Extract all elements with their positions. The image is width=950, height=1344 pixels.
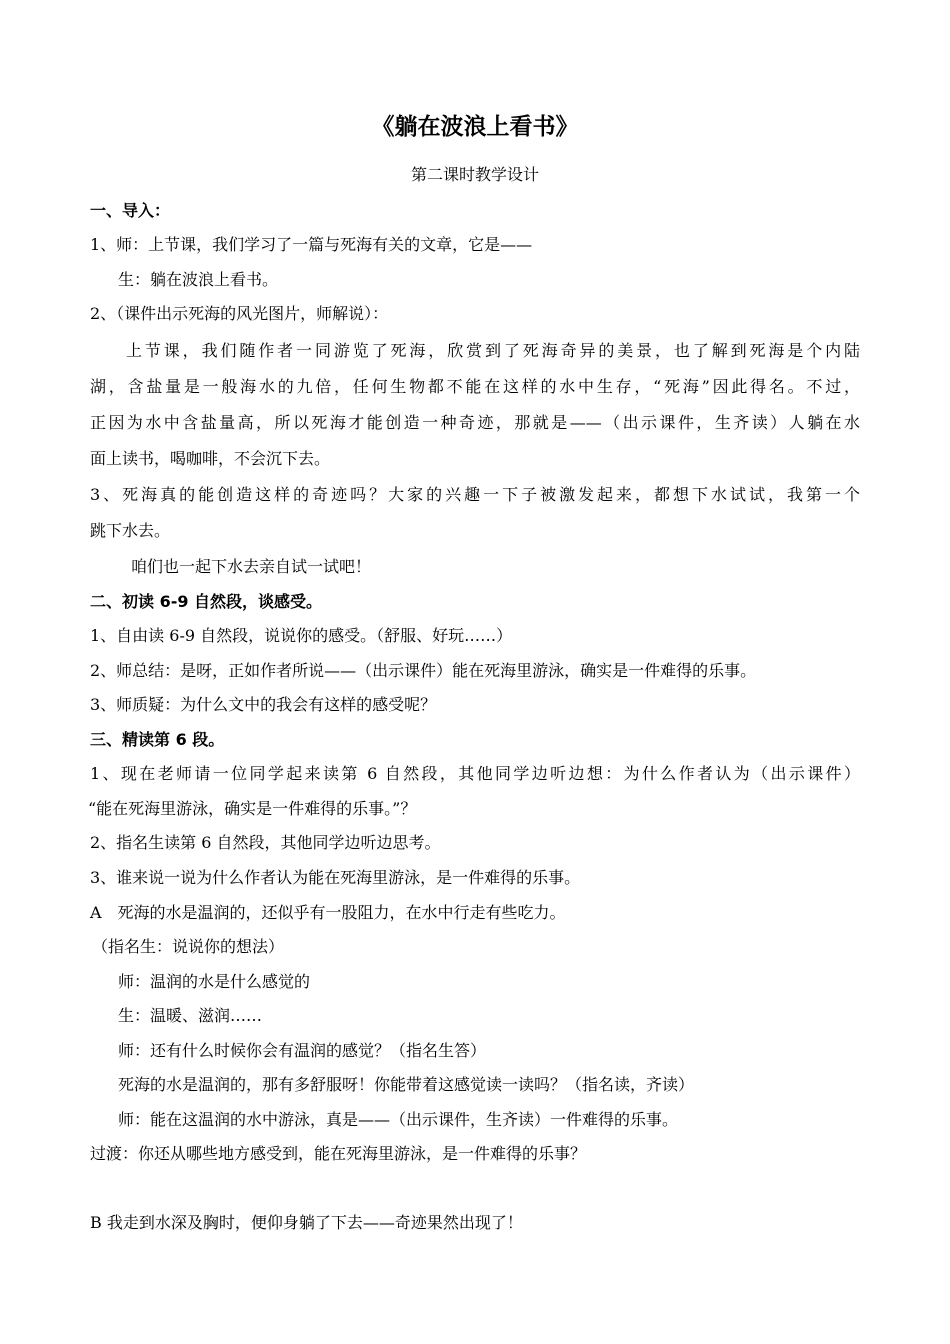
text-line: 过渡：你还从哪些地方感受到，能在死海里游泳，是一件难得的乐事？ [90,1144,587,1163]
section-heading-first-read: 二、初读 6-9 自然段，谈感受。 [90,592,323,611]
text-line: 2、（课件出示死海的风光图片，师解说）： [90,304,389,323]
text-line: A 死海的水是温润的，还似乎有一股阻力，在水中行走有些吃力。 [90,903,566,922]
text-line: 跳下水去。 [90,521,171,540]
text-line: “能在死海里游泳，确实是一件难得的乐事。”？ [88,799,417,818]
text-line: 3、死海真的能创造这样的奇迹吗？大家的兴趣一下子被激发起来，都想下水试试，我第一个 [90,485,860,504]
text-line: 正因为水中含盐量高，所以死海才能创造一种奇迹，那就是——（出示课件，生齐读）人躺在水 [90,413,860,432]
section-heading-close-read: 三、精读第 6 段。 [90,730,225,749]
text-line: 3、师质疑：为什么文中的我会有这样的感受呢？ [90,695,437,714]
text-line: 师：温润的水是什么感觉的 [118,972,311,991]
text-line: 面上读书，喝咖啡，不会沉下去。 [90,449,331,468]
document-subtitle: 第二课时教学设计 [410,165,539,184]
text-line: B 我走到水深及胸时，便仰身躺了下去——奇迹果然出现了！ [90,1213,523,1232]
text-line: 湖，含盐量是一般海水的九倍，任何生物都不能在这样的水中生存，“死海”因此得名。不过， [90,377,860,396]
text-line: 师：还有什么时候你会有温润的感觉？（指名生答） [118,1041,487,1060]
text-line: 1、师：上节课，我们学习了一篇与死海有关的文章，它是—— [90,235,533,254]
text-line: 3、谁来说一说为什么作者认为能在死海里游泳，是一件难得的乐事。 [90,868,581,887]
section-heading-intro: 一、导入： [90,201,171,220]
text-line: 1、自由读 6-9 自然段，说说你的感受。（舒服、好玩……） [90,626,513,645]
document-title: 《躺在波浪上看书》 [371,114,579,140]
text-line: 死海的水是温润的，那有多舒服呀！你能带着这感觉读一读吗？（指名读，齐读） [118,1075,695,1094]
text-line: 生：躺在波浪上看书。 [118,270,279,289]
text-line: 师：能在这温润的水中游泳，真是——（出示课件，生齐读）一件难得的乐事。 [118,1110,679,1129]
text-line: 咱们也一起下水去亲自试一试吧！ [131,557,372,576]
text-line: 上节课，我们随作者一同游览了死海，欣赏到了死海奇异的美景，也了解到死海是个内陆 [126,341,860,360]
text-line: 生：温暖、滋润…… [118,1006,263,1025]
text-line: 1、现在老师请一位同学起来读第 6 自然段，其他同学边听边想：为什么作者认为（出示课件） [90,764,860,783]
text-line: 2、师总结：是呀，正如作者所说——（出示课件）能在死海里游泳，确实是一件难得的乐事。 [90,661,757,680]
text-line: 2、指名生读第 6 自然段，其他同学边听边思考。 [90,833,441,852]
text-line: （指名生：说说你的想法） [92,937,285,956]
